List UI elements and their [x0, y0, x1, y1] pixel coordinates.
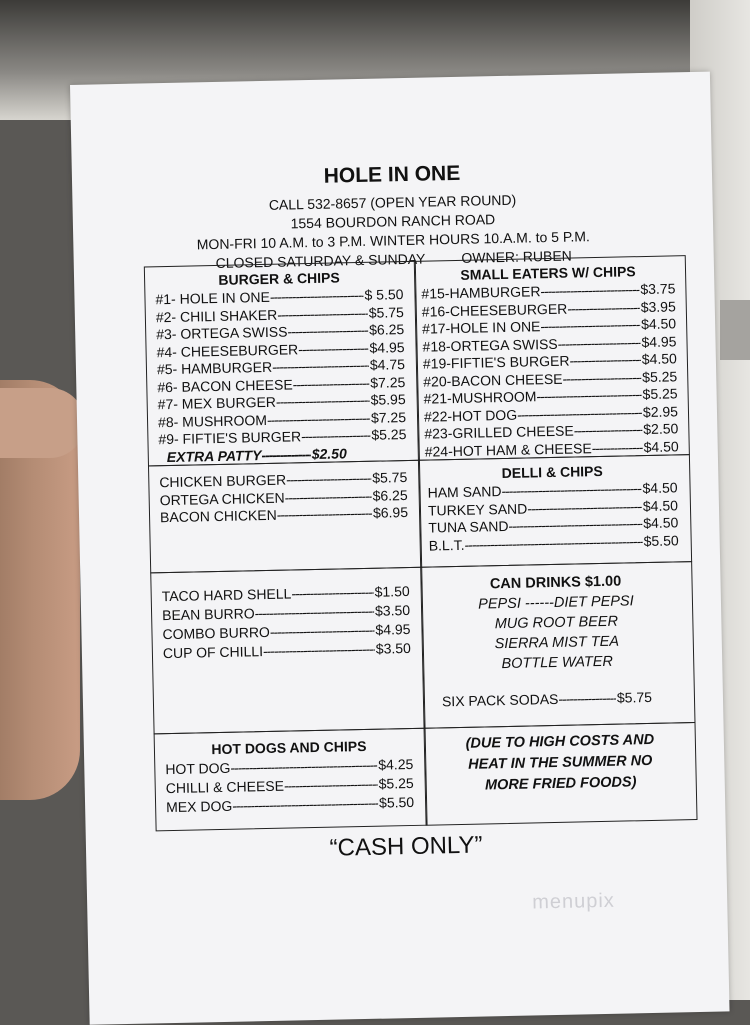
menu-item: #15-HAMBURGER ----- $3.75: [421, 280, 675, 303]
menu-item: #8- MUSHROOM ----- $7.25: [158, 409, 406, 432]
menu-item: #18-ORTEGA SWISS ----- $4.95: [422, 333, 676, 356]
address: 1554 BOURDON RANCH ROAD: [290, 211, 496, 232]
menu-item: COMBO BURRO ----- $4.95: [162, 620, 410, 644]
menu-item: TURKEY SAND ----- $4.50: [428, 497, 678, 520]
notice-text: [433, 729, 688, 797]
notice-line: MORE FRIED FOODS): [484, 774, 637, 794]
menu-item: #3- ORTEGA SWISS ----- $6.25: [156, 321, 404, 344]
section-title: DELLI & CHIPS: [501, 462, 603, 482]
menu-item: #4- CHEESEBURGER ----- $4.95: [156, 339, 404, 362]
menu-item: #5- HAMBURGER ----- $4.75: [157, 356, 405, 379]
menu-item: CUP OF CHILLI ----- $3.50: [163, 639, 411, 663]
notice-line: (DUE TO HIGH COSTS AND: [465, 731, 655, 752]
section-title: HOT DOGS AND CHIPS: [211, 737, 367, 758]
menu-item: #9- FIFTIE'S BURGER ----- $5.25: [158, 426, 406, 449]
watermark: menupix: [531, 889, 616, 914]
menu-item: CHILLI & CHEESE ----- $5.25: [166, 774, 414, 798]
section-title: CAN DRINKS $1.00: [489, 573, 622, 593]
cash-only-note: “CASH ONLY”: [329, 831, 483, 862]
menu-item: #22-HOT DOG ----- $2.95: [424, 403, 678, 426]
phone-line: CALL 532-8657 (OPEN YEAR ROUND): [268, 191, 517, 213]
menu-item: #19-FIFTIE'S BURGER ----- $4.50: [423, 350, 677, 373]
menu-item: #17-HOLE IN ONE ----- $4.50: [422, 315, 676, 338]
drink-line: MUG ROOT BEER: [494, 613, 619, 633]
owner: OWNER: RUBEN: [461, 247, 572, 266]
section-chicken: [148, 460, 422, 574]
menu-item: TUNA SAND ----- $4.50: [428, 514, 678, 537]
menu-item: TACO HARD SHELL ----- $1.50: [162, 582, 410, 606]
section-notice: [424, 722, 698, 826]
section-deli-chips: [418, 454, 692, 568]
drink-line: BOTTLE WATER: [501, 653, 614, 673]
drink-line: SIERRA MIST TEA: [494, 633, 620, 653]
section-hot-dogs: [154, 728, 428, 832]
section-small-eaters: [414, 255, 690, 461]
closed-days: CLOSED SATURDAY & SUNDAY: [215, 250, 426, 271]
background-shadow: [720, 300, 750, 360]
menu-item: #23-GRILLED CHEESE ----- $2.50: [424, 420, 678, 443]
section-can-drinks: [420, 561, 695, 729]
section-title: SMALL EATERS W/ CHIPS: [460, 263, 636, 283]
menu-item: B.L.T. ----- $5.50: [429, 532, 679, 555]
menu-item: BACON CHICKEN ----- $6.95: [160, 504, 408, 527]
menu-item: #1- HOLE IN ONE ----- $ 5.50: [155, 286, 403, 309]
menu-sheet: [70, 72, 730, 1025]
menu-item: CHICKEN BURGER ----- $5.75: [159, 469, 407, 492]
holding-thumb: [0, 388, 85, 458]
restaurant-name: HOLE IN ONE: [323, 161, 461, 188]
menu-item: BEAN BURRO ----- $3.50: [162, 601, 410, 625]
hours-line: MON-FRI 10 A.M. to 3 P.M. WINTER HOURS 10.A.M. to 5 P.M.: [196, 228, 591, 253]
menu-item: HAM SAND ----- $4.50: [427, 479, 677, 502]
menu-item: #24-HOT HAM & CHEESE ----- $4.50: [425, 438, 679, 461]
menu-item: #20-BACON CHEESE ----- $5.25: [423, 368, 677, 391]
section-burger-chips: [144, 261, 420, 467]
notice-line: HEAT IN THE SUMMER NO: [468, 752, 653, 773]
menu-item: #2- CHILI SHAKER ----- $5.75: [156, 304, 404, 327]
menu-item: #7- MEX BURGER ----- $5.95: [158, 391, 406, 414]
drink-line: PEPSI ------DIET PEPSI: [478, 593, 634, 613]
menu-item: #21-MUSHROOM ----- $5.25: [423, 385, 677, 408]
drinks-list: [429, 570, 683, 675]
extra-patty-item: EXTRA PATTY ----- $2.50: [167, 445, 347, 466]
section-mexican: [150, 567, 425, 735]
six-pack-item: SIX PACK SODAS ----- $5.75: [442, 689, 652, 711]
menu-item: ORTEGA CHICKEN ----- $6.25: [160, 487, 408, 510]
menu-item: MEX DOG ----- $5.50: [166, 793, 414, 817]
section-title: BURGER & CHIPS: [218, 269, 340, 288]
menu-item: #6- BACON CHEESE ----- $7.25: [157, 374, 405, 397]
menu-item: #16-CHEESEBURGER ----- $3.95: [422, 298, 676, 321]
menu-item: HOT DOG ----- $4.25: [165, 755, 413, 779]
